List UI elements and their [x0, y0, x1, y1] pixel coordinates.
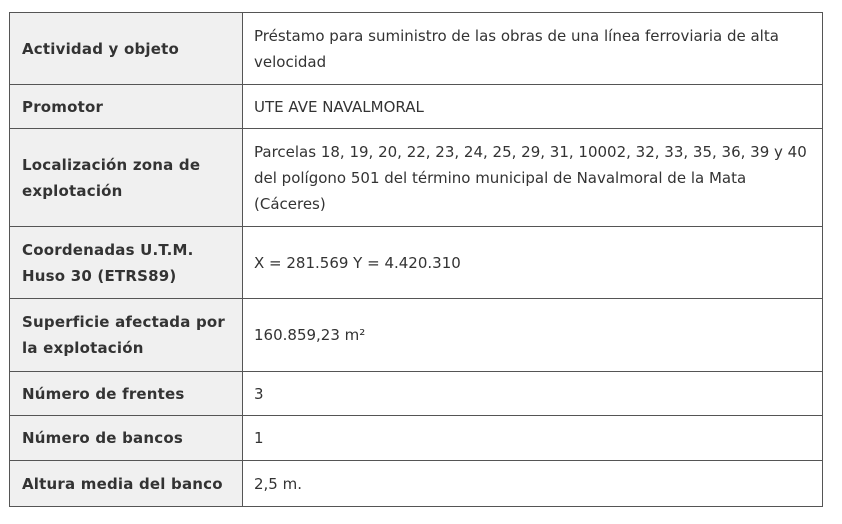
row-value: 160.859,23 m²: [243, 299, 823, 372]
row-value: 2,5 m.: [243, 461, 823, 507]
row-value: X = 281.569 Y = 4.420.310: [243, 227, 823, 299]
row-value: 1: [243, 416, 823, 461]
table-row-superficie: [10, 299, 823, 372]
table-row-coordenadas: [10, 227, 823, 299]
row-value: Préstamo para suministro de las obras de una línea ferroviaria de alta velocidad: [243, 13, 823, 85]
row-label: Número de frentes: [10, 372, 243, 416]
table-row-localizacion: [10, 129, 823, 227]
info-table: [9, 12, 823, 507]
row-label: Localización zona de explotación: [10, 129, 243, 227]
table-row-promotor: [10, 85, 823, 129]
row-label: Número de bancos: [10, 416, 243, 461]
table-row-frentes: [10, 372, 823, 416]
row-value: 3: [243, 372, 823, 416]
row-value: Parcelas 18, 19, 20, 22, 23, 24, 25, 29, 31, 10002, 32, 33, 35, 36, 39 y 40 del polígono 501 del término municipal de Navalmoral de la Mata (Cáceres): [243, 129, 823, 227]
row-label: Altura media del banco: [10, 461, 243, 507]
row-label: Promotor: [10, 85, 243, 129]
row-label: Coordenadas U.T.M. Huso 30 (ETRS89): [10, 227, 243, 299]
table-row-altura: [10, 461, 823, 507]
row-label: Actividad y objeto: [10, 13, 243, 85]
row-value: UTE AVE NAVALMORAL: [243, 85, 823, 129]
table-row-actividad: [10, 13, 823, 85]
row-label: Superficie afectada por la explotación: [10, 299, 243, 372]
table-row-bancos: [10, 416, 823, 461]
